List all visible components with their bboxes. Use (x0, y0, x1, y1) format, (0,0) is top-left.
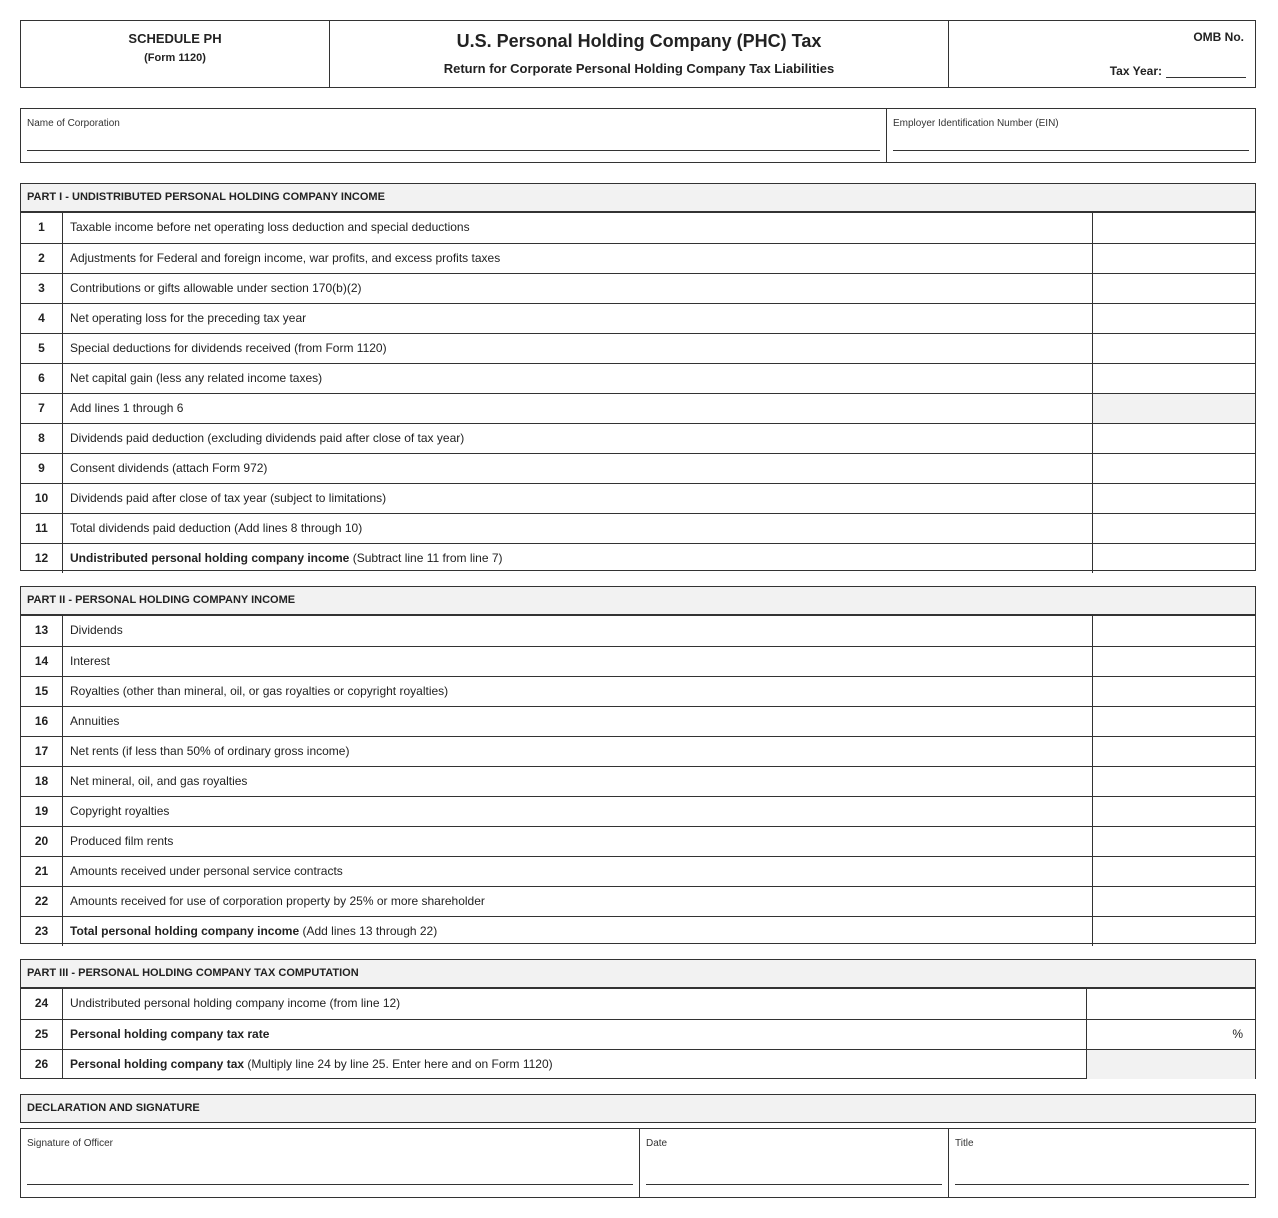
line-description (63, 514, 1092, 543)
line-amount-field[interactable] (1092, 917, 1255, 946)
line-description (63, 989, 1086, 1019)
line-number: 19 (21, 797, 63, 826)
line-number: 6 (21, 364, 63, 393)
line-description-bold: Undistributed personal holding company income (70, 551, 350, 565)
line-number: 9 (21, 454, 63, 483)
percent-suffix: % (1232, 1027, 1243, 1041)
ein-cell (887, 109, 1255, 162)
line-amount-field[interactable] (1092, 244, 1255, 273)
line-description (63, 244, 1092, 273)
line-description-text: Royalties (other than mineral, oil, or gas royalties or copyright royalties) (70, 684, 449, 698)
form-line-15 (21, 676, 1255, 706)
form-line-18 (21, 766, 1255, 796)
line-description (63, 364, 1092, 393)
officer-title-field[interactable] (955, 1184, 1249, 1185)
line-number: 24 (21, 989, 63, 1019)
line-description-text: Special deductions for dividends received (from Form 1120) (70, 341, 387, 355)
line-description (63, 917, 1092, 946)
declaration-header (20, 1094, 1256, 1123)
form-line-16 (21, 706, 1255, 736)
date-field[interactable] (646, 1184, 942, 1185)
line-description-text: Dividends paid after close of tax year (subject to limitations) (70, 491, 387, 505)
line-description-text: Dividends (70, 623, 123, 637)
line-description-text: Dividends paid deduction (excluding dividends paid after close of tax year) (70, 431, 465, 445)
line-description-text: Adjustments for Federal and foreign income, war profits, and excess profits taxes (70, 251, 501, 265)
corporation-name-label: Name of Corporation (27, 118, 120, 129)
line-description-text: Amounts received for use of corporation property by 25% or more shareholder (70, 894, 485, 908)
omb-block (949, 21, 1255, 87)
line-description (63, 334, 1092, 363)
line-description (63, 707, 1092, 736)
signature-field[interactable] (27, 1184, 633, 1185)
line-description (63, 1020, 1086, 1049)
line-amount-field[interactable] (1092, 454, 1255, 483)
line-description (63, 424, 1092, 453)
line-number: 1 (21, 213, 63, 243)
omb-label: OMB No. (1193, 30, 1244, 44)
line-amount-field[interactable] (1092, 677, 1255, 706)
part-1-lines (21, 213, 1255, 573)
identification-section (20, 108, 1256, 163)
line-description-text: Produced film rents (70, 834, 174, 848)
form-line-20 (21, 826, 1255, 856)
line-amount-field[interactable] (1092, 304, 1255, 333)
line-description-text: Contributions or gifts allowable under section 170(b)(2) (70, 281, 362, 295)
form-line-3 (21, 273, 1255, 303)
line-description-text: Copyright royalties (70, 804, 170, 818)
part-2-lines (21, 616, 1255, 946)
line-number: 11 (21, 514, 63, 543)
title-block (330, 21, 949, 87)
form-line-24 (21, 989, 1255, 1019)
form-line-21 (21, 856, 1255, 886)
form-line-6 (21, 363, 1255, 393)
line-amount-field[interactable] (1092, 484, 1255, 513)
form-line-23 (21, 916, 1255, 946)
line-number: 23 (21, 917, 63, 946)
line-description-text: Add lines 1 through 6 (70, 401, 184, 415)
line-number: 17 (21, 737, 63, 766)
form-subtitle: Return for Corporate Personal Holding Company Tax Liabilities (443, 61, 835, 76)
form-line-11 (21, 513, 1255, 543)
line-description-text: Net rents (if less than 50% of ordinary gross income) (70, 744, 350, 758)
date-label: Date (646, 1138, 668, 1149)
line-number: 4 (21, 304, 63, 333)
line-description-text: Undistributed personal holding company income (from line 12) (70, 996, 401, 1010)
line-number: 3 (21, 274, 63, 303)
line-amount-field[interactable] (1092, 857, 1255, 886)
line-description-text: Taxable income before net operating loss deduction and special deductions (70, 220, 470, 234)
form-line-8 (21, 423, 1255, 453)
signature-cell (21, 1129, 640, 1197)
line-description (63, 827, 1092, 856)
line-amount-field[interactable] (1092, 616, 1255, 646)
line-description-text: Net operating loss for the preceding tax year (70, 311, 307, 325)
corporation-name-field[interactable] (27, 150, 880, 151)
line-number: 25 (21, 1020, 63, 1049)
form-line-13 (21, 616, 1255, 646)
line-number: 5 (21, 334, 63, 363)
part-3-title: PART III - PERSONAL HOLDING COMPANY TAX COMPUTATION (21, 960, 1255, 989)
line-description (63, 767, 1092, 796)
line-amount-field[interactable] (1092, 394, 1255, 423)
line-description (63, 454, 1092, 483)
form-line-12 (21, 543, 1255, 573)
date-cell (640, 1129, 949, 1197)
line-amount-field[interactable] (1092, 544, 1255, 573)
line-description (63, 394, 1092, 423)
line-number: 20 (21, 827, 63, 856)
line-amount-field[interactable] (1092, 364, 1255, 393)
title-cell (949, 1129, 1255, 1197)
line-number: 21 (21, 857, 63, 886)
line-amount-field[interactable] (1092, 707, 1255, 736)
officer-title-label: Title (955, 1138, 974, 1149)
form-line-7 (21, 393, 1255, 423)
line-description (63, 544, 1092, 573)
line-amount-field[interactable] (1092, 334, 1255, 363)
line-description (63, 304, 1092, 333)
line-number: 7 (21, 394, 63, 423)
line-description (63, 797, 1092, 826)
line-amount-field[interactable] (1086, 1020, 1255, 1049)
ein-label: Employer Identification Number (EIN) (893, 118, 1059, 129)
line-amount-field[interactable] (1086, 1050, 1255, 1079)
line-description (63, 484, 1092, 513)
declaration-title: DECLARATION AND SIGNATURE (21, 1095, 1255, 1122)
line-description (63, 274, 1092, 303)
ein-field[interactable] (893, 150, 1249, 151)
line-amount-field[interactable] (1092, 424, 1255, 453)
line-description-text: Total dividends paid deduction (Add lines 8 through 10) (70, 521, 363, 535)
tax-year-group (1110, 64, 1246, 78)
part-2-title: PART II - PERSONAL HOLDING COMPANY INCOME (21, 587, 1255, 616)
line-description (63, 647, 1092, 676)
line-description-bold: Total personal holding company income (70, 924, 300, 938)
part-1-title: PART I - UNDISTRIBUTED PERSONAL HOLDING COMPANY INCOME (21, 184, 1255, 213)
line-description-bold: Personal holding company tax rate (70, 1027, 270, 1041)
form-line-26 (21, 1049, 1255, 1079)
line-amount-field[interactable] (1092, 514, 1255, 543)
form-header (20, 20, 1256, 88)
line-description (63, 1050, 1086, 1079)
part-3-section (20, 959, 1256, 1079)
part-1-section (20, 183, 1256, 571)
form-number: (Form 1120) (144, 52, 206, 64)
line-description-text: Net mineral, oil, and gas royalties (70, 774, 248, 788)
line-number: 22 (21, 887, 63, 916)
schedule-name: SCHEDULE PH (128, 31, 222, 46)
line-amount-field[interactable] (1092, 827, 1255, 856)
form-line-1 (21, 213, 1255, 243)
form-line-25 (21, 1019, 1255, 1049)
form-line-17 (21, 736, 1255, 766)
tax-year-field[interactable] (1166, 66, 1246, 78)
part-2-section (20, 586, 1256, 944)
line-amount-field[interactable] (1092, 737, 1255, 766)
line-description (63, 887, 1092, 916)
form-line-2 (21, 243, 1255, 273)
line-description-bold: Personal holding company tax (70, 1057, 245, 1071)
form-line-22 (21, 886, 1255, 916)
form-line-10 (21, 483, 1255, 513)
line-description (63, 857, 1092, 886)
form-line-5 (21, 333, 1255, 363)
form-line-4 (21, 303, 1255, 333)
form-line-14 (21, 646, 1255, 676)
line-amount-field[interactable] (1086, 989, 1255, 1019)
line-description-text: Interest (70, 654, 111, 668)
line-number: 14 (21, 647, 63, 676)
line-description (63, 616, 1092, 646)
line-amount-field[interactable] (1092, 274, 1255, 303)
line-number: 26 (21, 1050, 63, 1079)
line-description-text: (Multiply line 24 by line 25. Enter here and on Form 1120) (244, 1057, 553, 1071)
line-description-text: (Add lines 13 through 22) (299, 924, 438, 938)
signature-label: Signature of Officer (27, 1138, 113, 1149)
line-number: 2 (21, 244, 63, 273)
line-number: 8 (21, 424, 63, 453)
line-number: 12 (21, 544, 63, 573)
line-number: 10 (21, 484, 63, 513)
line-number: 15 (21, 677, 63, 706)
corporation-name-cell (21, 109, 887, 162)
form-line-9 (21, 453, 1255, 483)
form-title: U.S. Personal Holding Company (PHC) Tax (456, 31, 822, 51)
line-description (63, 677, 1092, 706)
signature-section (20, 1128, 1256, 1198)
form-line-19 (21, 796, 1255, 826)
line-number: 13 (21, 616, 63, 646)
line-number: 18 (21, 767, 63, 796)
schedule-block (21, 21, 330, 87)
line-description-text: (Subtract line 11 from line 7) (349, 551, 503, 565)
line-amount-field[interactable] (1092, 887, 1255, 916)
part-3-lines (21, 989, 1255, 1079)
line-amount-field[interactable] (1092, 647, 1255, 676)
line-description-text: Net capital gain (less any related income taxes) (70, 371, 323, 385)
line-number: 16 (21, 707, 63, 736)
line-description-text: Consent dividends (attach Form 972) (70, 461, 268, 475)
line-description (63, 737, 1092, 766)
line-amount-field[interactable] (1092, 213, 1255, 243)
line-description (63, 213, 1092, 243)
line-amount-field[interactable] (1092, 797, 1255, 826)
line-description-text: Annuities (70, 714, 120, 728)
line-amount-field[interactable] (1092, 767, 1255, 796)
tax-year-label: Tax Year: (1109, 64, 1162, 78)
line-description-text: Amounts received under personal service contracts (70, 864, 343, 878)
